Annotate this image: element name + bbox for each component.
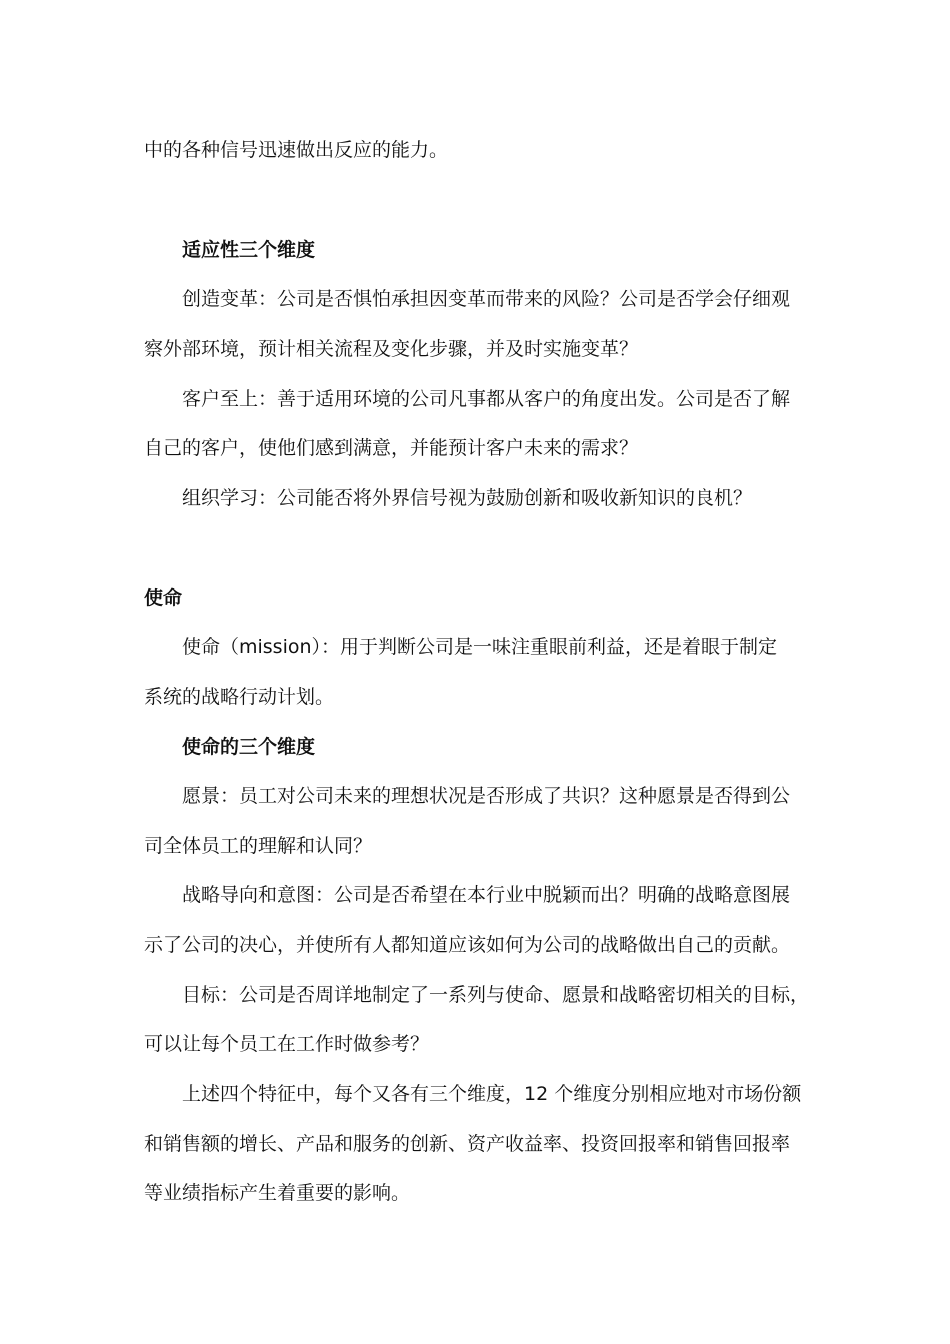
vision-paragraph-line-2: 司全体员工的理解和认同？	[144, 835, 373, 857]
strategy-paragraph-line-1: 战略导向和意图：公司是否希望在本行业中脱颖而出？明确的战略意图展	[182, 884, 791, 906]
change-paragraph-line-2: 察外部环境，预计相关流程及变化步骤，并及时实施变革？	[144, 338, 639, 360]
summary-paragraph-line-1: 上述四个特征中，每个又各有三个维度，12 个维度分别相应地对市场份额	[182, 1083, 802, 1105]
mission-heading: 使命	[144, 587, 183, 609]
learning-paragraph-line-1: 组织学习：公司能否将外界信号视为鼓励创新和吸收新知识的良机？	[182, 487, 753, 509]
vision-paragraph-line-1: 愿景：员工对公司未来的理想状况是否形成了共识？这种愿景是否得到公	[182, 785, 791, 807]
customer-paragraph-line-1: 客户至上：善于适用环境的公司凡事都从客户的角度出发。公司是否了解	[182, 388, 791, 410]
summary-paragraph-line-2: 和销售额的增长、产品和服务的创新、资产收益率、投资回报率和销售回报率	[144, 1133, 791, 1155]
customer-paragraph-line-2: 自己的客户，使他们感到满意，并能预计客户未来的需求？	[144, 437, 639, 459]
mission-definition-line-2: 系统的战略行动计划。	[144, 686, 335, 708]
goals-paragraph-line-1: 目标：公司是否周详地制定了一系列与使命、愿景和战略密切相关的目标，	[182, 984, 810, 1006]
summary-paragraph-line-3: 等业绩指标产生着重要的影响。	[144, 1182, 411, 1204]
intro-line-1: 中的各种信号迅速做出反应的能力。	[144, 139, 449, 161]
adaptability-heading: 适应性三个维度	[182, 239, 316, 261]
change-paragraph-line-1: 创造变革：公司是否惧怕承担因变革而带来的风险？公司是否学会仔细观	[182, 288, 791, 310]
goals-paragraph-line-2: 可以让每个员工在工作时做参考？	[144, 1033, 430, 1055]
mission-definition-line-1: 使命（mission）：用于判断公司是一味注重眼前利益，还是着眼于制定	[182, 636, 778, 658]
strategy-paragraph-line-2: 示了公司的决心，并使所有人都知道应该如何为公司的战略做出自己的贡献。	[144, 934, 791, 956]
mission-subheading: 使命的三个维度	[182, 736, 316, 758]
